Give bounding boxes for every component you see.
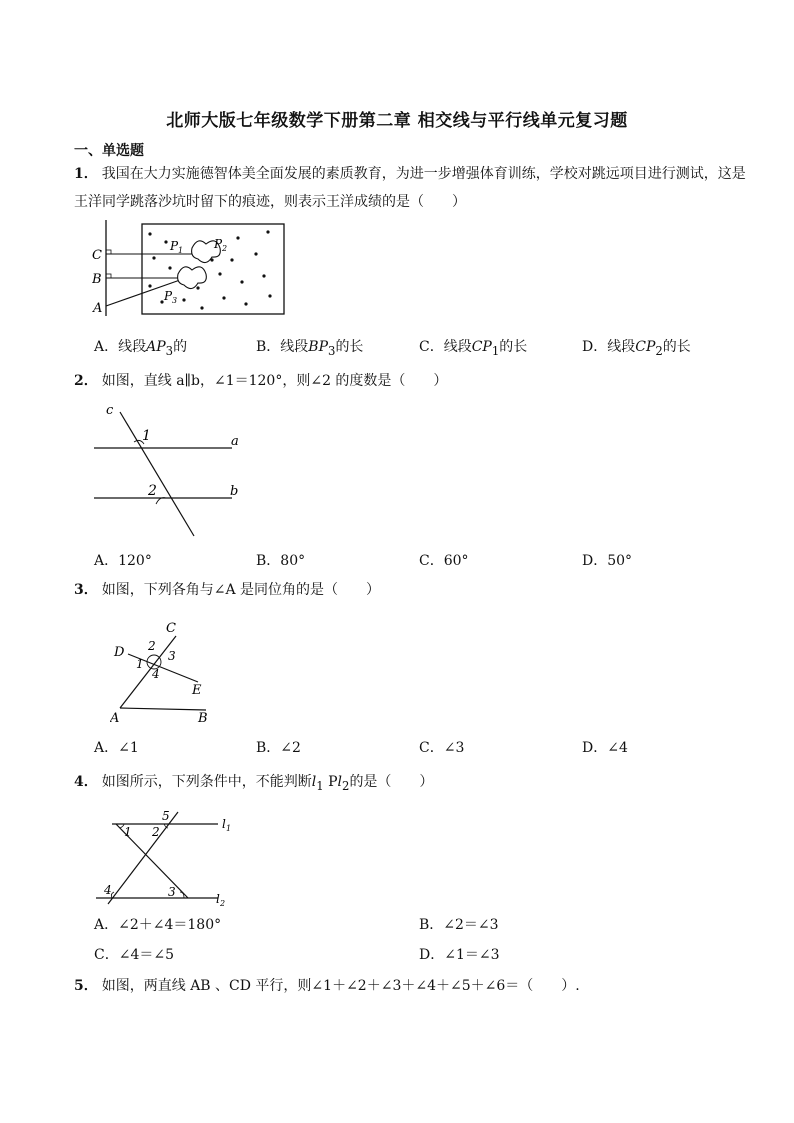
corresponding-angles-figure (110, 616, 230, 724)
two-lines-figure (92, 806, 242, 906)
q2-option-c[interactable]: C．60° (419, 553, 469, 569)
question-number: 1． (74, 166, 98, 182)
q3-option-d[interactable]: D．∠4 (582, 740, 628, 756)
question-text: 如图，直线 a∥b，∠1＝120°，则∠2 的度数是（ ） (101, 373, 448, 389)
label-P2: P (214, 237, 223, 251)
angle-2-label: 2 (148, 483, 157, 499)
angle-5-label: 5 (162, 809, 170, 823)
question-text: 如图，两直线 AB 、CD 平行，则∠1＋∠2＋∠3＋∠4＋∠5＋∠6＝（ ）. (101, 978, 580, 994)
sandpit-figure (92, 218, 288, 318)
label-P2-sub: 2 (222, 244, 228, 253)
angle-2-label: 2 (152, 825, 160, 839)
question-1 (74, 160, 754, 216)
angle-4-label: 4 (152, 667, 160, 681)
angle-1-label: 1 (142, 428, 151, 444)
angle-1-label: 1 (124, 825, 132, 839)
q2-option-a[interactable]: A．120° (94, 553, 152, 569)
label-A: A (110, 711, 120, 724)
angle-1-label: 1 (136, 657, 144, 671)
question-4: 4． 如图所示，下列条件中，不能判断$l_1$ $Pl_2$的是（ ） (74, 774, 434, 793)
q4-option-d[interactable]: D．∠1＝∠3 (419, 947, 500, 963)
q4-option-a[interactable]: A．∠2＋∠4＝180° (94, 917, 222, 933)
label-P1: P (170, 239, 179, 253)
angle-2-label: 2 (148, 639, 156, 653)
question-text: 我国在大力实施德智体美全面发展的素质教育，为进一步增强体育训练，学校对跳远项目进行测试，这是王洋同学跳落沙坑时留下的痕迹，则表示王洋成绩的是（ ） (74, 166, 746, 210)
q4-option-b[interactable]: B．∠2＝∠3 (419, 917, 499, 933)
question-2 (74, 367, 754, 395)
question-text-a: 如图所示，下列条件中，不能判断 (101, 774, 312, 790)
label-P3-sub: 3 (172, 296, 178, 305)
q4-option-c[interactable]: C．∠4＝∠5 (94, 947, 174, 963)
question-5 (74, 972, 754, 1000)
q1-option-d[interactable]: D．线段$CP_2$的长 (582, 339, 691, 358)
angle-3-label: 3 (168, 885, 176, 899)
q2-option-d[interactable]: D．50° (582, 553, 633, 569)
label-C: C (166, 621, 176, 636)
label-l1-sub: 1 (226, 824, 232, 833)
label-D: D (114, 645, 125, 660)
q1-option-c[interactable]: C．线段$CP_1$的长 (419, 339, 528, 358)
label-E: E (192, 683, 202, 698)
label-l2: l (216, 892, 220, 906)
q3-option-c[interactable]: C．∠3 (419, 740, 465, 756)
label-P1-sub: 1 (178, 246, 184, 255)
label-P3: P (164, 289, 173, 303)
question-number: 5． (74, 978, 98, 994)
q1-option-b[interactable]: B．线段$BP_3$的长 (256, 339, 364, 358)
angle-3-label: 3 (168, 649, 176, 663)
label-B: B (198, 711, 208, 724)
page-title: 北师大版七年级数学下册第二章 相交线与平行线单元复习题 (166, 111, 628, 131)
label-A: A (93, 301, 103, 316)
q3-option-b[interactable]: B．∠2 (256, 740, 301, 756)
section-heading: 一、单选题 (74, 143, 144, 159)
label-c: c (106, 403, 114, 418)
angle-4-label: 4 (104, 883, 112, 897)
label-B: B (92, 272, 102, 287)
question-number: 3． (74, 582, 98, 598)
q1-option-a[interactable]: A．线段$AP_3$的 (94, 339, 188, 358)
label-b: b (230, 484, 239, 499)
parallel-lines-figure (92, 400, 252, 540)
q3-option-a[interactable]: A．∠1 (94, 740, 139, 756)
q2-option-b[interactable]: B．80° (256, 553, 306, 569)
label-l2-sub: 2 (220, 899, 226, 906)
question-text-b: 的是（ ） (349, 774, 434, 790)
question-number: 2． (74, 373, 98, 389)
label-l1: l (222, 817, 226, 831)
label-a: a (231, 434, 239, 449)
label-C: C (92, 248, 102, 263)
question-number: 4． (74, 774, 98, 790)
question-text: 如图，下列各角与∠A 是同位角的是（ ） (101, 582, 381, 598)
question-3 (74, 576, 754, 604)
